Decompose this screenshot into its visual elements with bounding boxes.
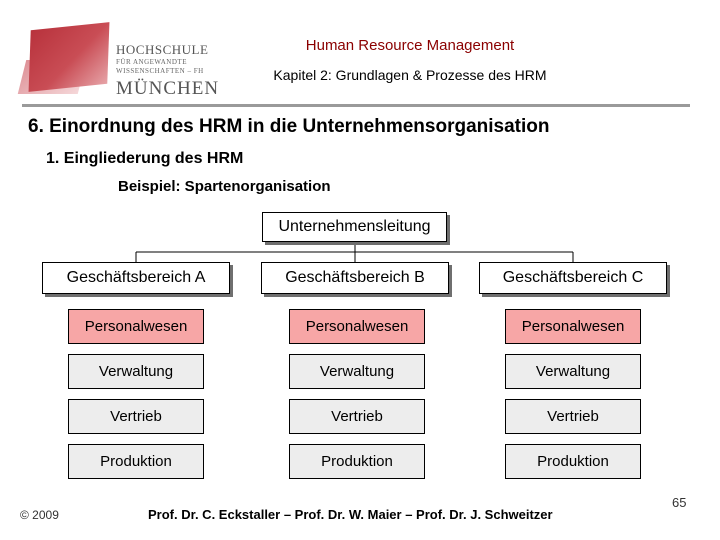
subsection-heading: 1. Eingliederung des HRM xyxy=(46,150,244,167)
unit-c-verwaltung: Verwaltung xyxy=(505,354,641,389)
page-number: 65 xyxy=(672,495,687,510)
org-node-division-a: Geschäftsbereich A xyxy=(42,262,230,294)
unit-a-personalwesen: Personalwesen xyxy=(68,309,204,344)
org-node-division-c: Geschäftsbereich C xyxy=(479,262,667,294)
unit-a-vertrieb: Vertrieb xyxy=(68,399,204,434)
logo-text-muenchen: MÜNCHEN xyxy=(116,78,220,99)
copyright-year: © 2009 xyxy=(20,508,59,522)
org-node-unternehmensleitung: Unternehmensleitung xyxy=(262,212,447,242)
course-title: Human Resource Management xyxy=(305,37,515,54)
unit-b-personalwesen: Personalwesen xyxy=(289,309,425,344)
unit-b-produktion: Produktion xyxy=(289,444,425,479)
unit-b-vertrieb: Vertrieb xyxy=(289,399,425,434)
logo-text-line2: FÜR ANGEWANDTE xyxy=(116,58,187,66)
unit-c-produktion: Produktion xyxy=(505,444,641,479)
section-heading: 6. Einordnung des HRM in die Unternehmensorganisation xyxy=(28,116,550,137)
example-heading: Beispiel: Spartenorganisation xyxy=(118,178,331,195)
unit-a-verwaltung: Verwaltung xyxy=(68,354,204,389)
chapter-title: Kapitel 2: Grundlagen & Prozesse des HRM xyxy=(273,67,547,83)
org-node-division-b: Geschäftsbereich B xyxy=(261,262,449,294)
unit-c-personalwesen: Personalwesen xyxy=(505,309,641,344)
footer-authors: Prof. Dr. C. Eckstaller – Prof. Dr. W. Maier – Prof. Dr. J. Schweitzer xyxy=(148,507,553,522)
unit-a-produktion: Produktion xyxy=(68,444,204,479)
unit-b-verwaltung: Verwaltung xyxy=(289,354,425,389)
logo-text-line3: WISSENSCHAFTEN – FH xyxy=(116,67,204,75)
unit-c-vertrieb: Vertrieb xyxy=(505,399,641,434)
logo-text-hochschule: HOCHSCHULE xyxy=(116,42,209,57)
